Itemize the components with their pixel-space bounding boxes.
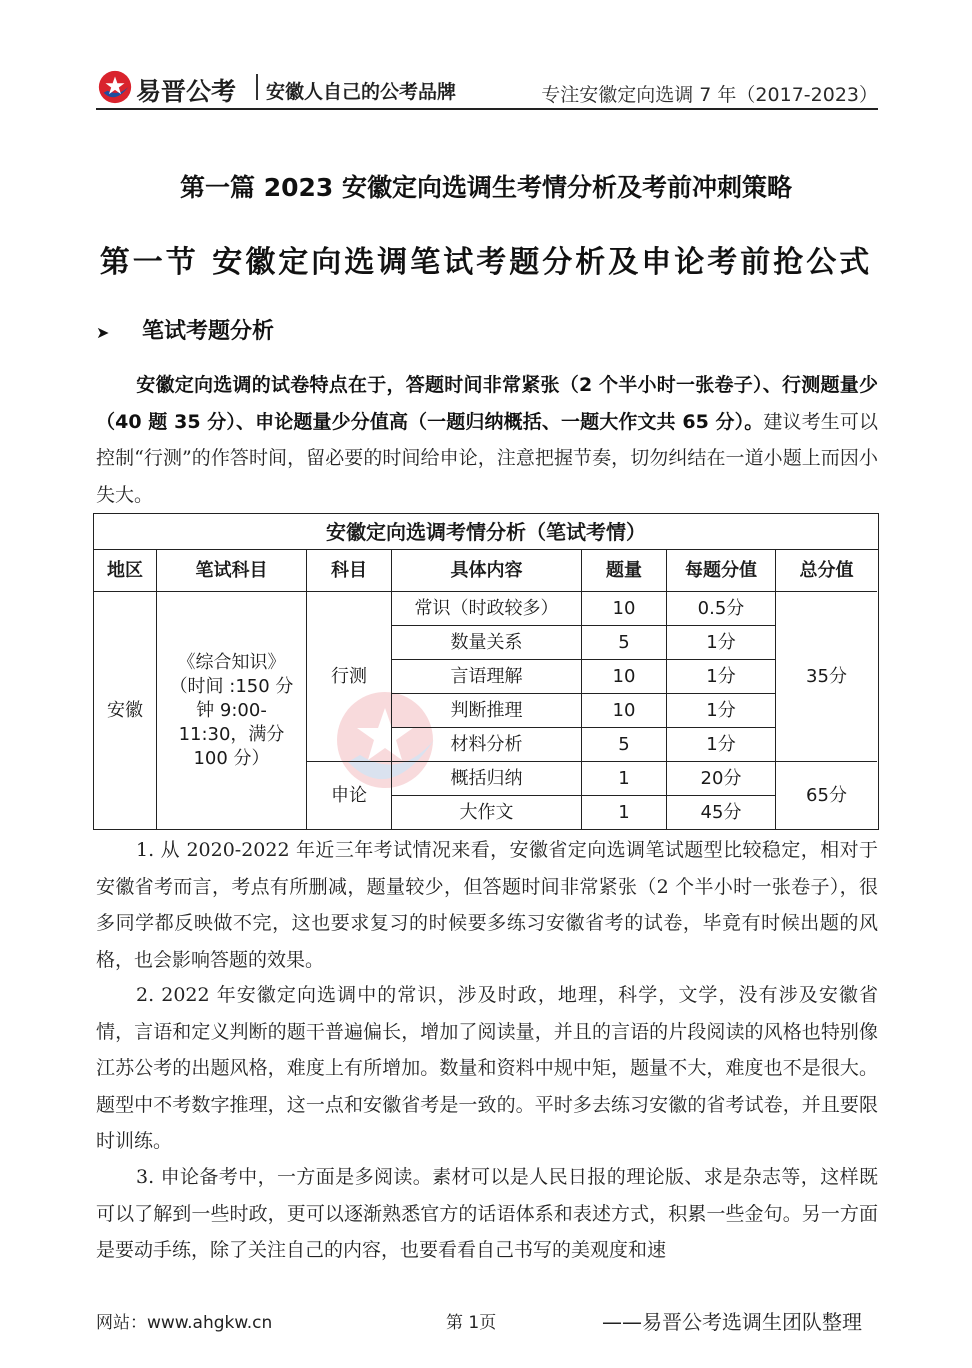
table-row-content: 常识（时政较多） bbox=[392, 592, 582, 626]
paragraph-text: 2. 2022 年安徽定向选调中的常识，涉及时政，地理，科学，文学，没有涉及安徽省情，言语和定义判断的题干普遍偏长，增加了阅读量，并且的言语的片段阅读的风格也特别像江苏公考的出题风格，难度上有所增加。数量和资料中规中矩，题量不大，难度也不是很大。题型中不考数字推理，这一点和安徽省考是一致的。平时多去练习安徽的省考试卷，并且要限时训练。 bbox=[96, 984, 878, 1152]
header-rule bbox=[96, 108, 878, 110]
part-title: 第一篇 2023 安徽定向选调生考情分析及考前冲刺策略 bbox=[180, 173, 792, 202]
table-row-count: 10 bbox=[582, 694, 667, 728]
table-row-count: 5 bbox=[582, 626, 667, 660]
table-row-score: 1分 bbox=[667, 728, 776, 762]
table-title: 安徽定向选调考情分析（笔试考情） bbox=[94, 514, 878, 550]
footer-credit: ——易晋公考选调生团队整理 bbox=[602, 1310, 862, 1334]
table-row-score: 20分 bbox=[667, 762, 776, 796]
table-row-count: 10 bbox=[582, 660, 667, 694]
table-row-score: 45分 bbox=[667, 796, 776, 829]
brand-name: 易晋公考 bbox=[136, 77, 237, 106]
table-row-score: 1分 bbox=[667, 694, 776, 728]
table-row-score: 1分 bbox=[667, 660, 776, 694]
page-header bbox=[96, 66, 878, 110]
total-score-cell: 65分 bbox=[806, 784, 847, 806]
intro-bold-text: 安徽定向选调的试卷特点在于，答题时间非常紧张（2 个半小时一张卷子）、行测题量少（40 题 35 分）、申论题量少分值高（一题归纳概括、一题大作文共 65 分）。 bbox=[96, 374, 878, 433]
exam-subject-cell: 《综合知识》（时间 :150 分钟 9:00-11:30，满分 100 分） bbox=[157, 592, 307, 829]
header-separator bbox=[256, 74, 258, 100]
paragraph-text: 3. 申论备考中，一方面是多阅读。素材可以是人民日报的理论版、求是杂志等，这样既可以了解到一些时政，更可以逐渐熟悉官方的话语体系和表述方式，积累一些金句。另一方面是要动手练，除了关注自己的内容，也要看看自己书写的美观度和速 bbox=[96, 1166, 878, 1261]
subsection-title bbox=[96, 314, 274, 345]
subject-cell: 申论 bbox=[307, 762, 392, 829]
table-row-score: 0.5分 bbox=[667, 592, 776, 626]
table-header-cell: 题量 bbox=[582, 550, 667, 592]
table-row-content: 数量关系 bbox=[392, 626, 582, 660]
table-row-count: 5 bbox=[582, 728, 667, 762]
table-row-score: 1分 bbox=[667, 626, 776, 660]
table-header-cell: 总分值 bbox=[776, 550, 877, 592]
table-header-cell: 笔试科目 bbox=[157, 550, 307, 592]
table-header-cell: 地区 bbox=[94, 550, 157, 592]
table-header-cell: 科目 bbox=[307, 550, 392, 592]
arrow-bullet-icon: ➤ bbox=[96, 323, 110, 342]
header-tagline: 专注安徽定向选调 7 年（2017-2023） bbox=[541, 84, 878, 106]
brand-logo-icon bbox=[96, 68, 134, 106]
body-paragraph bbox=[96, 977, 878, 1160]
region-cell: 安徽 bbox=[94, 592, 157, 829]
footer-website: 网站：www.ahgkw.cn bbox=[96, 1313, 273, 1333]
body-paragraph bbox=[96, 1159, 878, 1269]
table-row-content: 言语理解 bbox=[392, 660, 582, 694]
exam-analysis-table bbox=[93, 513, 879, 830]
table-row-count: 1 bbox=[582, 762, 667, 796]
table-header-cell: 具体内容 bbox=[392, 550, 582, 592]
footer-page-number: 第 1页 bbox=[446, 1313, 497, 1333]
intro-paragraph bbox=[96, 367, 878, 513]
table-row-count: 10 bbox=[582, 592, 667, 626]
subsection-text: 笔试考题分析 bbox=[142, 319, 275, 344]
body-paragraph bbox=[96, 832, 878, 978]
table-row-content: 大作文 bbox=[392, 796, 582, 829]
section-title: 第一节 安徽定向选调笔试考题分析及申论考前抢公式 bbox=[99, 245, 873, 280]
table-row-content: 材料分析 bbox=[392, 728, 582, 762]
total-score-cell: 35分 bbox=[776, 592, 877, 762]
paragraph-text: 1. 从 2020-2022 年近三年考试情况来看，安徽省定向选调笔试题型比较稳定，相对于安徽省考而言，考点有所删减，题量较少，但答题时间非常紧张（2 个半小时一张卷子），很多同学都反映做不完，这也要求复习的时候要多练习安徽省考的试卷，毕竟有时候出题的风格，也会影响答题的效果。 bbox=[96, 839, 878, 971]
table-header-cell: 每题分值 bbox=[667, 550, 776, 592]
table-row-content: 概括归纳 bbox=[392, 762, 582, 796]
table-row-content: 判断推理 bbox=[392, 694, 582, 728]
brand-slogan: 安徽人自己的公考品牌 bbox=[266, 81, 457, 103]
intro-normal-text: 建议考生可以控制“行测”的作答时间，留必要的时间给申论，注意把握节奏，切勿纠结在一道小题上而因小失大。 bbox=[96, 410, 878, 506]
subject-cell: 行测 bbox=[307, 592, 392, 762]
table-row-count: 1 bbox=[582, 796, 667, 829]
